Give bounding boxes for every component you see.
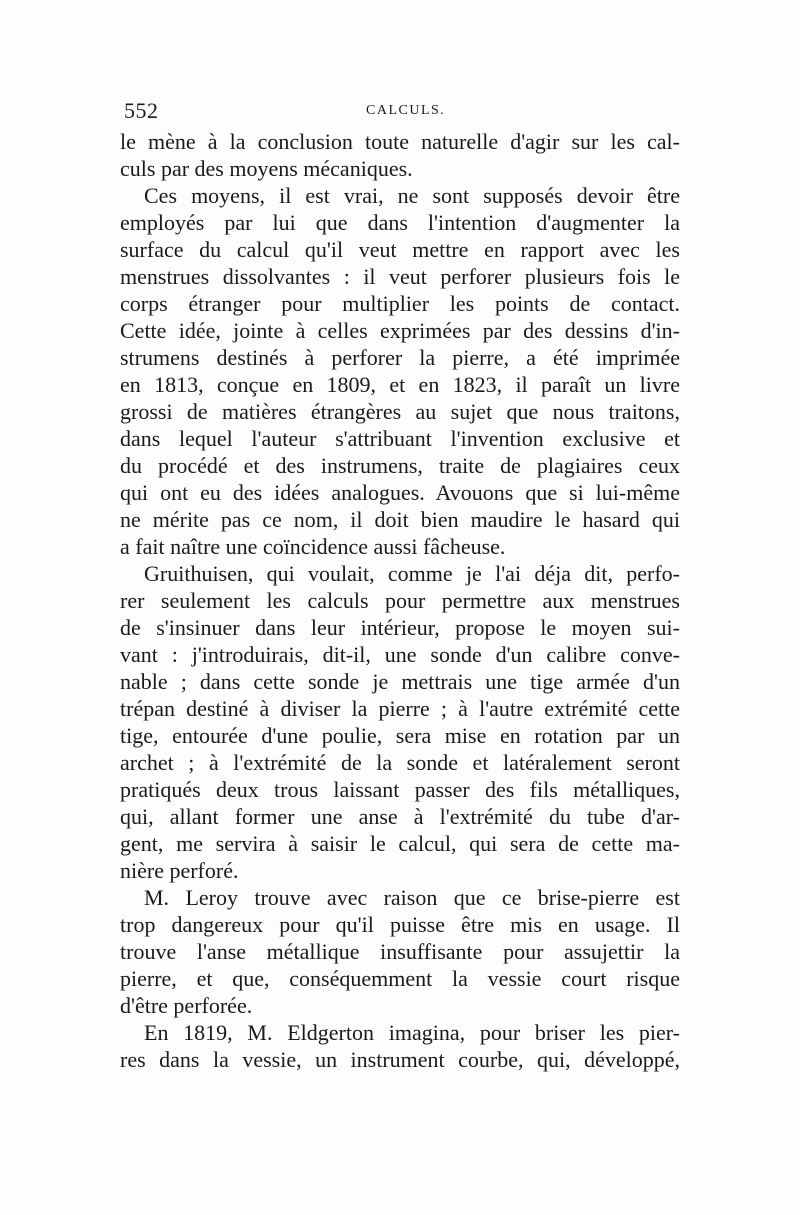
text-line: surface du calcul qu'il veut mettre en rapport avec les: [120, 237, 680, 262]
text-line: employés par lui que dans l'intention d'augmenter la: [120, 210, 680, 235]
text-line: trop dangereux pour qu'il puisse être mis en usage. Il: [120, 912, 680, 937]
text-line: Ces moyens, il est vrai, ne sont supposés devoir être: [144, 183, 680, 208]
text-line: archet ; à l'extrémité de la sonde et latéralement seront: [120, 750, 680, 775]
text-line: ne mérite pas ce nom, il doit bien maudire le hasard qui: [120, 507, 680, 532]
text-line: dans lequel l'auteur s'attribuant l'invention exclusive et: [120, 426, 680, 451]
text-line: pierre, et que, conséquemment la vessie court risque: [120, 966, 680, 991]
text-line: menstrues dissolvantes : il veut perforer plusieurs fois le: [120, 264, 680, 289]
text-line: culs par des moyens mécaniques.: [120, 156, 413, 181]
text-line: strumens destinés à perforer la pierre, a été imprimée: [120, 345, 680, 370]
text-line: grossi de matières étrangères au sujet que nous traitons,: [120, 399, 680, 424]
text-line: trépan destiné à diviser la pierre ; à l'autre extrémité cette: [120, 696, 680, 721]
text-line: de s'insinuer dans leur intérieur, propose le moyen sui-: [120, 615, 680, 640]
text-line: En 1819, M. Eldgerton imagina, pour briser les pier-: [144, 1020, 680, 1045]
body-text: [120, 128, 680, 1073]
text-line: res dans la vessie, un instrument courbe, qui, développé,: [120, 1047, 680, 1072]
text-line: pratiqués deux trous laissant passer des fils métalliques,: [120, 777, 680, 802]
text-line: qui ont eu des idées analogues. Avouons que si lui-même: [120, 480, 680, 505]
text-line: le mène à la conclusion toute naturelle d'agir sur les cal-: [120, 129, 680, 154]
text-line: en 1813, conçue en 1809, et en 1823, il paraît un livre: [120, 372, 680, 397]
text-line: corps étranger pour multiplier les points de contact.: [120, 291, 680, 316]
page-number: 552: [124, 98, 159, 123]
text-line: tige, entourée d'une poulie, sera mise en rotation par un: [120, 723, 680, 748]
text-line: nable ; dans cette sonde je mettrais une tige armée d'un: [120, 669, 680, 694]
text-line: vant : j'introduirais, dit-il, une sonde d'un calibre conve-: [120, 642, 680, 667]
page-header: [124, 98, 684, 128]
text-line: d'être perforée.: [120, 993, 253, 1018]
text-line: a fait naître une coïncidence aussi fâcheuse.: [120, 534, 506, 559]
text-line: du procédé et des instrumens, traite de plagiaires ceux: [120, 453, 680, 478]
text-line: gent, me servira à saisir le calcul, qui sera de cette ma-: [120, 831, 680, 856]
running-head: CALCULS.: [366, 103, 446, 118]
text-line: rer seulement les calculs pour permettre aux menstrues: [120, 588, 680, 613]
text-line: nière perforé.: [120, 858, 239, 883]
text-line: trouve l'anse métallique insuffisante pour assujettir la: [120, 939, 680, 964]
text-line: qui, allant former une anse à l'extrémité du tube d'ar-: [120, 804, 680, 829]
text-line: Gruithuisen, qui voulait, comme je l'ai déja dit, perfo-: [144, 561, 680, 586]
text-line: M. Leroy trouve avec raison que ce brise-pierre est: [144, 885, 680, 910]
text-line: Cette idée, jointe à celles exprimées par des dessins d'in-: [120, 318, 680, 343]
